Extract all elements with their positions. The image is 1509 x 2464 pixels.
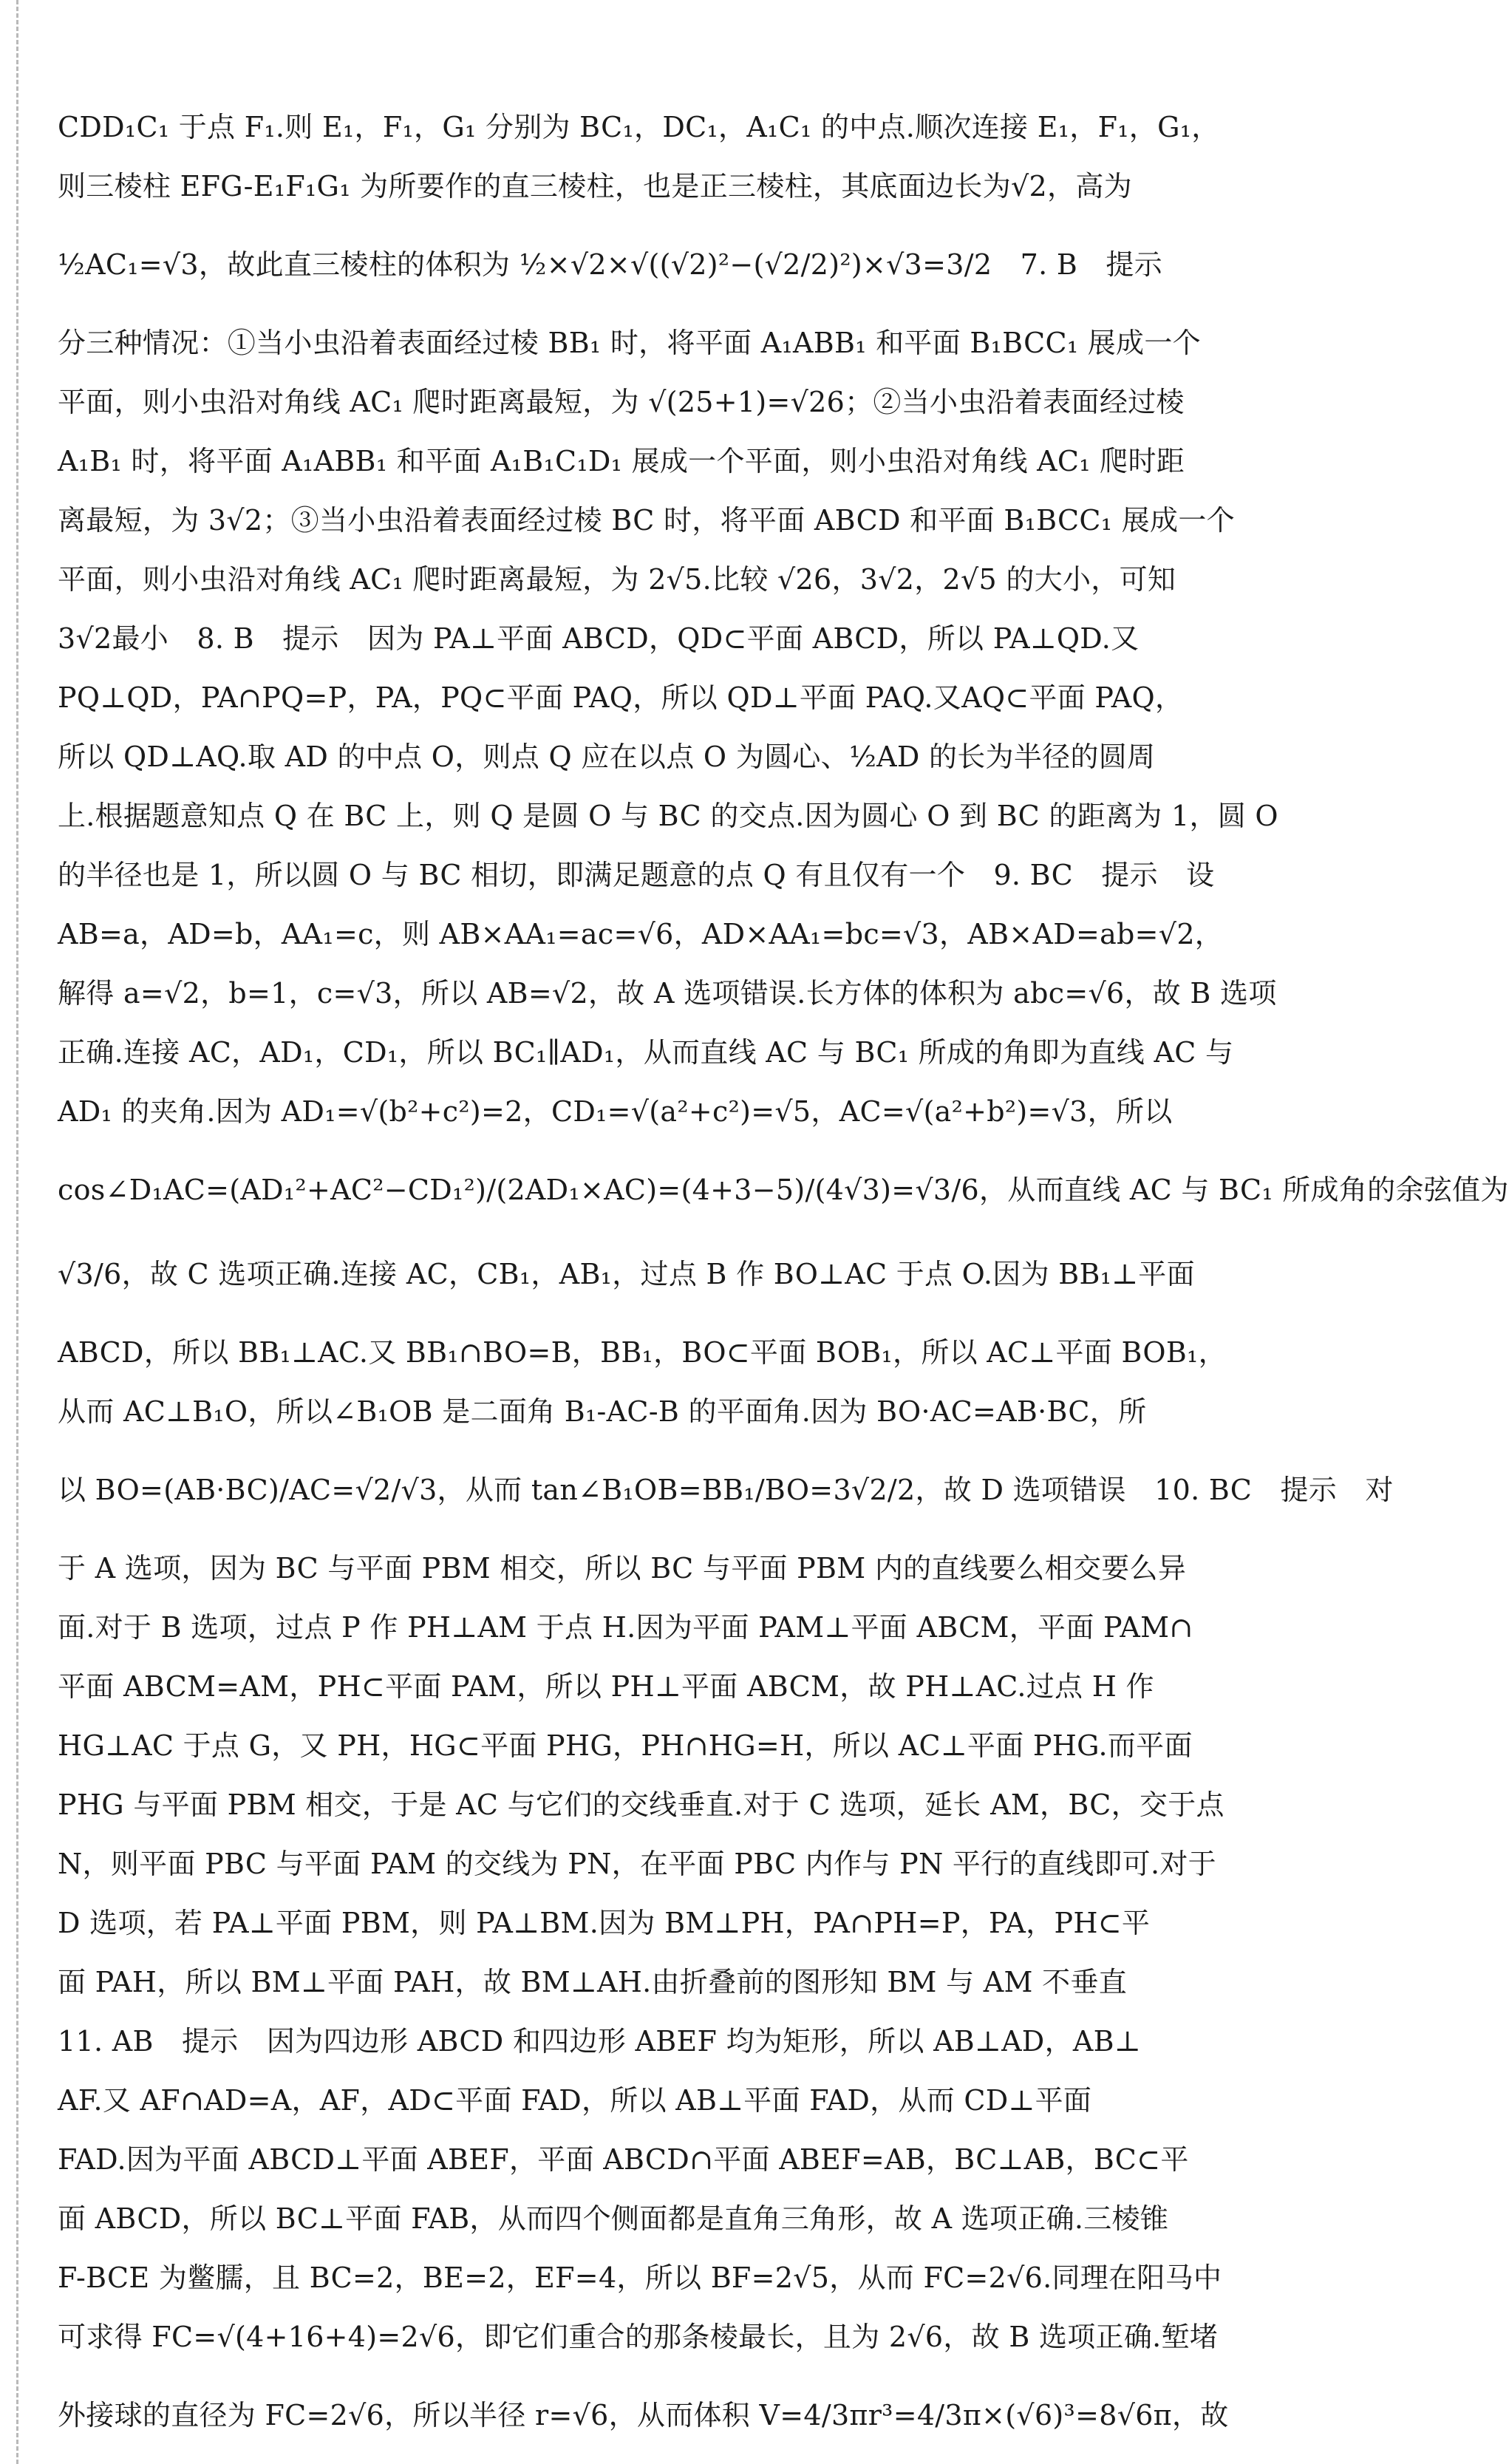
line-gap (58, 714, 1092, 741)
text-line: 上.根据题意知点 Q 在 BC 上，则 Q 是圆 O 与 BC 的交点.因为圆心 O 到 BC 的距离为 1，圆 O (58, 800, 1278, 832)
line-gap (58, 1762, 1092, 1789)
text-line: A₁B₁ 时，将平面 A₁ABB₁ 和平面 A₁B₁C₁D₁ 展成一个平面，则小虫沿对角线 AC₁ 爬时距 (58, 445, 1185, 477)
line-gap (58, 1296, 1092, 1336)
text-line: 3√2最小 8. B 提示 因为 PA⊥平面 ABCD，QD⊂平面 ABCD，所以 PA⊥QD.又 (58, 622, 1140, 655)
line-gap (58, 1585, 1092, 1611)
line-gap (58, 287, 1092, 327)
text-line: 从而 AC⊥B₁O，所以∠B₁OB 是二面角 B₁-AC-B 的平面角.因为 BO·AC=AB·BC，所 (58, 1395, 1147, 1428)
text-line: 以 BO=(AB·BC)/AC=√2/√3，从而 tan∠B₁OB=BB₁/BO=3√2/2，故 D 选项错误 10. BC 提示 对 (58, 1474, 1394, 1506)
text-line: 则三棱柱 EFG-E₁F₁G₁ 为所要作的直三棱柱，也是正三棱柱，其底面边长为√2，高为 (58, 170, 1132, 203)
line-gap (58, 773, 1092, 800)
line-gap (58, 832, 1092, 859)
text-line: 面 PAH，所以 BM⊥平面 PAH，故 BM⊥AH.由折叠前的图形知 BM 与 AM 不垂直 (58, 1966, 1128, 1998)
line-gap (58, 2117, 1092, 2143)
text-line: 面.对于 B 选项，过点 P 作 PH⊥AM 于点 H.因为平面 PAM⊥平面 ABCM，平面 PAM∩ (58, 1611, 1193, 1644)
text-line: PHG 与平面 PBM 相交，于是 AC 与它们的交线垂直.对于 C 选项，延长 AM，BC，交于点 (58, 1789, 1224, 1821)
margin-dashed-rule (16, 0, 18, 2464)
text-line: 于 A 选项，因为 BC 与平面 PBM 相交，所以 BC 与平面 PBM 内的直线要么相交要么异 (58, 1552, 1187, 1585)
line-gap (58, 359, 1092, 386)
line-gap (58, 1428, 1092, 1468)
text-line: 解得 a=√2，b=1，c=√3，所以 AB=√2，故 A 选项错误.长方体的体积为 abc=√6，故 B 选项 (58, 977, 1277, 1010)
text-line: 外接球的直径为 FC=2√6，所以半径 r=√6，从而体积 V=4/3πr³=4/3π×(√6)³=8√6π，故 (58, 2399, 1229, 2431)
line-gap (58, 1010, 1092, 1036)
text-line: FAD.因为平面 ABCD⊥平面 ABEF，平面 ABCD∩平面 ABEF=AB，BC⊥AB，BC⊂平 (58, 2143, 1189, 2176)
text-line: 的半径也是 1，所以圆 O 与 BC 相切，即满足题意的点 Q 有且仅有一个 9. BC 提示 设 (58, 859, 1215, 891)
text-line: 分三种情况：①当小虫沿着表面经过棱 BB₁ 时，将平面 A₁ABB₁ 和平面 B₁BCC₁ 展成一个 (58, 327, 1201, 359)
line-gap (58, 1880, 1092, 1907)
text-line: 可求得 FC=√(4+16+4)=2√6，即它们重合的那条棱最长，且为 2√6，故 B 选项正确.堑堵 (58, 2321, 1219, 2353)
text-line: AB=a，AD=b，AA₁=c，则 AB×AA₁=ac=√6，AD×AA₁=bc=√3，AB×AD=ab=√2， (58, 918, 1224, 950)
text-line: F-BCE 为鳖臑，且 BC=2，BE=2，EF=4，所以 BF=2√5，从而 FC=2√6.同理在阳马中 (58, 2261, 1222, 2294)
text-line: CDD₁C₁ 于点 F₁.则 E₁，F₁，G₁ 分别为 BC₁，DC₁，A₁C₁ 的中点.顺次连接 E₁，F₁，G₁， (58, 111, 1220, 143)
line-gap (58, 1939, 1092, 1966)
line-gap (58, 1069, 1092, 1095)
text-line: 11. AB 提示 因为四边形 ABCD 和四边形 ABEF 均为矩形，所以 AB⊥AD，AB⊥ (58, 2025, 1141, 2058)
line-gap (58, 203, 1092, 242)
text-line: √3/6，故 C 选项正确.连接 AC，CB₁，AB₁，过点 B 作 BO⊥AC 于点 O.因为 BB₁⊥平面 (58, 1258, 1195, 1290)
text-line: ABCD，所以 BB₁⊥AC.又 BB₁∩BO=B，BB₁，BO⊂平面 BOB₁，所以 AC⊥平面 BOB₁， (58, 1336, 1227, 1369)
line-gap (58, 1212, 1092, 1252)
line-gap (58, 2058, 1092, 2084)
line-gap (58, 1512, 1092, 1552)
line-gap (58, 477, 1092, 504)
line-gap (58, 418, 1092, 445)
text-line: 面 ABCD，所以 BC⊥平面 FAB，从而四个侧面都是直角三角形，故 A 选项正确.三棱锥 (58, 2202, 1169, 2235)
line-gap (58, 2176, 1092, 2202)
line-gap (58, 2235, 1092, 2261)
text-line: AF.又 AF∩AD=A，AF，AD⊂平面 FAD，所以 AB⊥平面 FAD，从而 CD⊥平面 (58, 2084, 1092, 2117)
line-gap (58, 1644, 1092, 1670)
line-gap (58, 2353, 1092, 2393)
text-line: 平面，则小虫沿对角线 AC₁ 爬时距离最短，为 2√5.比较 √26，3√2，2√5 的大小，可知 (58, 563, 1176, 596)
text-line: N，则平面 PBC 与平面 PAM 的交线为 PN，在平面 PBC 内作与 PN 平行的直线即可.对于 (58, 1848, 1216, 1880)
text-line: 所以 QD⊥AQ.取 AD 的中点 O，则点 Q 应在以点 O 为圆心、½AD 的长为半径的圆周 (58, 741, 1156, 773)
text-line: D 选项，若 PA⊥平面 PBM，则 PA⊥BM.因为 BM⊥PH，PA∩PH=P，PA，PH⊂平 (58, 1907, 1151, 1939)
text-line: 平面 ABCM=AM，PH⊂平面 PAM，所以 PH⊥平面 ABCM，故 PH⊥AC.过点 H 作 (58, 1670, 1154, 1703)
line-gap (58, 950, 1092, 977)
line-gap (58, 2294, 1092, 2321)
text-line: AD₁ 的夹角.因为 AD₁=√(b²+c²)=2，CD₁=√(a²+c²)=√5，AC=√(a²+b²)=√3，所以 (58, 1095, 1173, 1128)
text-line: ½AC₁=√3，故此直三棱柱的体积为 ½×√2×√((√2)²−(√2/2)²)×√3=3/2 7. B 提示 (58, 248, 1163, 281)
line-gap (58, 1703, 1092, 1729)
text-line: 离最短，为 3√2；③当小虫沿着表面经过棱 BC 时，将平面 ABCD 和平面 B₁BCC₁ 展成一个 (58, 504, 1235, 537)
line-gap (58, 655, 1092, 681)
line-gap (58, 537, 1092, 563)
line-gap (58, 891, 1092, 918)
text-line: 平面，则小虫沿对角线 AC₁ 爬时距离最短，为 √(25+1)=√26；②当小虫沿着表面经过棱 (58, 386, 1185, 418)
line-gap (58, 1128, 1092, 1168)
line-gap (58, 1821, 1092, 1848)
text-line: HG⊥AC 于点 G，又 PH，HG⊂平面 PHG，PH∩HG=H，所以 AC⊥平面 PHG.而平面 (58, 1729, 1193, 1762)
line-gap (58, 1369, 1092, 1395)
text-line: 正确.连接 AC，AD₁，CD₁，所以 BC₁∥AD₁，从而直线 AC 与 BC₁ 所成的角即为直线 AC 与 (58, 1036, 1234, 1069)
text-line: cos∠D₁AC=(AD₁²+AC²−CD₁²)/(2AD₁×AC)=(4+3−5)/(4√3)=√3/6，从而直线 AC 与 BC₁ 所成角的余弦值为 (58, 1174, 1509, 1206)
text-line: PQ⊥QD，PA∩PQ=P，PA，PQ⊂平面 PAQ，所以 QD⊥平面 PAQ.又AQ⊂平面 PAQ， (58, 681, 1184, 714)
line-gap (58, 1998, 1092, 2025)
solution-text-column (58, 111, 1509, 2437)
line-gap (58, 596, 1092, 622)
line-gap (58, 143, 1092, 170)
